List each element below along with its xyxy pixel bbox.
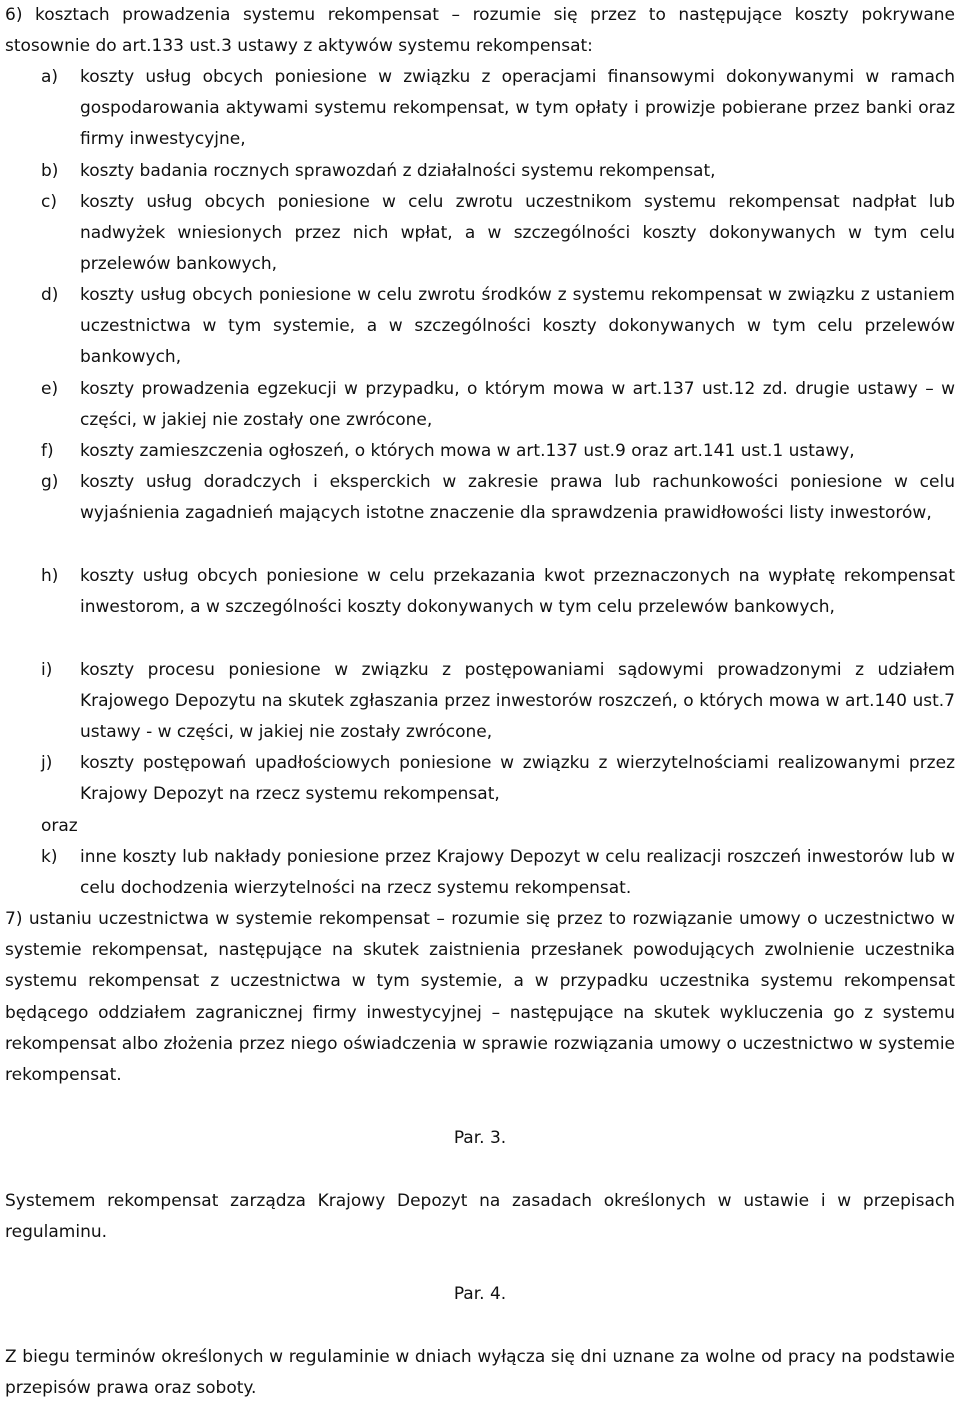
list-item-text: koszty badania rocznych sprawozdań z działalności systemu rekompensat, xyxy=(80,161,716,181)
list-item-text: koszty usług obcych poniesione w celu przekazania kwot przeznaczonych na wypłatę rekompensat inwestorom, a w szczególności koszty dokonywanych w tym celu przelewów bankowych, xyxy=(80,566,955,618)
list-item-text: koszty usług obcych poniesione w celu zwrotu uczestnikom systemu rekompensat nadpłat lub nadwyżek wniesionych przez nich wpłat, a w szczególności koszty dokonywanych w tym celu przelewów bankowych, xyxy=(80,192,955,275)
list-item-text: koszty postępowań upadłościowych poniesione w związku z wierzytelnościami realizowanymi przez Krajowy Depozyt na rzecz systemu rekompensat, xyxy=(80,753,955,805)
oraz-text: oraz xyxy=(41,816,78,836)
list-marker: f) xyxy=(41,441,54,461)
list-item-a xyxy=(41,62,955,156)
list-marker: i) xyxy=(41,660,53,680)
par-4-paragraph: Z biegu terminów określonych w regulaminie w dniach wyłącza się dni uznane za wolne od pracy na podstawie przepisów prawa oraz soboty. xyxy=(5,1347,955,1399)
par-4-heading: Par. 4. xyxy=(453,1284,507,1304)
par-3-paragraph: Systemem rekompensat zarządza Krajowy Depozyt na zasadach określonych w ustawie i w przepisach regulaminu. xyxy=(5,1191,955,1243)
list-item-c xyxy=(41,187,955,281)
list-marker: e) xyxy=(41,379,59,399)
list-item-text: koszty usług obcych poniesione w związku z operacjami finansowymi dokonywanymi w ramach gospodarowania aktywami systemu rekompensat, w tym opłaty i prowizje pobierane przez banki oraz firmy inwestycyjne, xyxy=(80,67,955,150)
list-item-e xyxy=(41,374,955,436)
section-6-intro: 6) kosztach prowadzenia systemu rekompensat – rozumie się przez to następujące koszty pokrywane stosownie do art.133 ust.3 ustawy z aktywów systemu rekompensat: xyxy=(5,5,955,57)
list-marker: h) xyxy=(41,566,59,586)
list-marker: b) xyxy=(41,161,59,181)
list-item-d xyxy=(41,280,955,374)
list-item-i xyxy=(41,655,955,749)
list-marker: k) xyxy=(41,847,58,867)
list-item-text: koszty usług obcych poniesione w celu zwrotu środków z systemu rekompensat w związku z ustaniem uczestnictwa w tym systemie, a w szczególności koszty dokonywanych w tym celu przelewów bankowych, xyxy=(80,285,955,368)
list-item-h xyxy=(41,561,955,623)
list-item-text: koszty prowadzenia egzekucji w przypadku, o którym mowa w art.137 ust.12 zd. drugie ustawy – w części, w jakiej nie zostały one zwrócone, xyxy=(80,379,955,431)
list-item-text: koszty procesu poniesione w związku z postępowaniami sądowymi prowadzonymi z udziałem Krajowego Depozytu na skutek zgłaszania przez inwestorów roszczeń, o których mowa w art.140 ust.7 ustawy - w części, w jakiej nie zostały zwrócone, xyxy=(80,660,955,743)
list-item-g xyxy=(41,467,955,529)
list-item-j xyxy=(41,748,955,810)
oraz-connector xyxy=(41,811,955,842)
section-7-paragraph: 7) ustaniu uczestnictwa w systemie rekompensat – rozumie się przez to rozwiązanie umowy o uczestnictwo w systemie rekompensat, następujące na skutek zaistnienia przesłanek powodujących zwolnienie uczestnika systemu rekompensat z uczestnictwa w tym systemie, a w przypadku uczestnika systemu rekompensat będącego oddziałem zagranicznej firmy inwestycyjnej – następujące na skutek wykluczenia go z systemu rekompensat albo złożenia przez niego oświadczenia w sprawie rozwiązania umowy o uczestnictwo w systemie rekompensat. xyxy=(5,909,955,1086)
list-item-text: koszty zamieszczenia ogłoszeń, o których mowa w art.137 ust.9 oraz art.141 ust.1 ustawy, xyxy=(80,441,855,461)
par-3-heading: Par. 3. xyxy=(453,1128,507,1148)
list-item-b xyxy=(41,156,955,187)
list-item-text: koszty usług doradczych i eksperckich w zakresie prawa lub rachunkowości poniesione w celu wyjaśnienia zagadnień mających istotne znaczenie dla sprawdzenia prawidłowości listy inwestorów, xyxy=(80,472,955,524)
list-marker: g) xyxy=(41,472,59,492)
list-marker: a) xyxy=(41,67,59,87)
list-marker: d) xyxy=(41,285,59,305)
list-item-k xyxy=(41,842,955,904)
list-marker: j) xyxy=(41,753,53,773)
list-item-f xyxy=(41,436,955,467)
list-item-text: inne koszty lub nakłady poniesione przez Krajowy Depozyt w celu realizacji roszczeń inwestorów lub w celu dochodzenia wierzytelności na rzecz systemu rekompensat. xyxy=(80,847,955,899)
list-marker: c) xyxy=(41,192,57,212)
